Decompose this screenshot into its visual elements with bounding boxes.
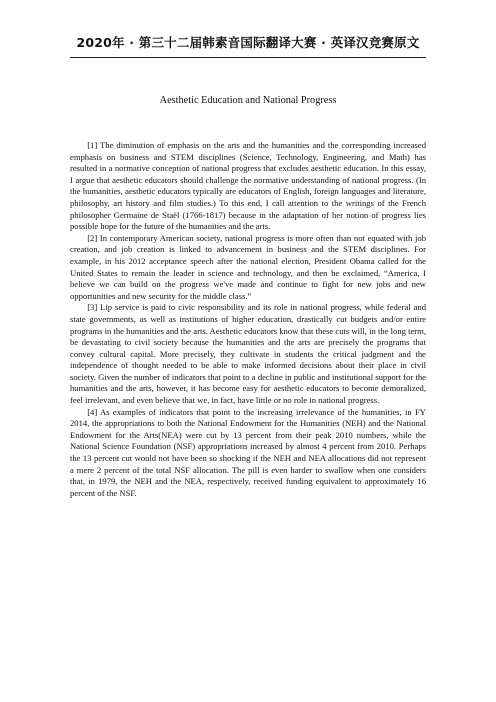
document-body <box>70 140 426 499</box>
header-rule <box>70 57 426 58</box>
paragraph-4: [4] As examples of indicators that point to the increasing irrelevance of the humanities, in FY 2014, the appropriations to both the National Endowment for the Humanities (NEH) and the National Endowment for the Arts(NEA) were cut by 13 percent from their peak 2010 numbers, while the National Science Foundation (NSF) appropriations increased by almost 4 percent from 2010. Perhaps the 13 percent cut would not have been so shocking if the NEH and NEA allocations did not represent a mere 2 percent of the total NSF allocation. The pill is even harder to swallow when one considers that, in 1979, the NEH and the NEA, respectively, received funding equivalent to approximately 16 percent of the NSF. <box>70 406 426 498</box>
paragraph-1: [1] The diminution of emphasis on the arts and the humanities and the corresponding increased emphasis on business and STEM disciplines (Science, Technology, Engineering, and Math) has resulted in a normative conception of national progress that excludes aesthetic education. In this essay, I argue that aesthetic educators should challenge the normative understanding of national progress. (In the humanities, aesthetic educators typically are educators of English, foreign languages and literature, philosophy, art history and film studies.) To this end, I call attention to the writings of the French philosopher Germaine de Staël (1766-1817) because in the adaptation of her notion of progress lies possible hope for the future of the humanities and the arts. <box>70 140 426 232</box>
paragraph-3: [3] Lip service is paid to civic responsibility and its role in national progress, while federal and state governments, as well as institutions of higher education, drastically cut budgets and/or entire programs in the humanities and the arts. Aesthetic educators know that these cuts will, in the long term, be devastating to civil society because the humanities and the arts are precisely the programs that convey cultural capital. More precisely, they cultivate in students the critical judgment and the independence of thought needed to be able to make informed decisions about their place in civil society. Given the number of indicators that point to a decline in public and institutional support for the humanities and the arts, however, it has become easy for aesthetic educators to become demoralized, feel irrelevant, and even believe that we, in fact, have little or no role in national progress. <box>70 302 426 406</box>
competition-header: 2020年 · 第三十二届韩素音国际翻译大赛 · 英译汉竞赛原文 <box>76 35 420 50</box>
document-title: Aesthetic Education and National Progress <box>159 95 337 106</box>
paragraph-2: [2] In contemporary American society, national progress is more often than not equated with job creation, and job creation is linked to advancement in business and the STEM disciplines. For example, in his 2012 acceptance speech after the national election, President Obama called for the United States to remain the leader in science and technology, and then he exclaimed, “America, I believe we can build on the progress we've made and continue to fight for new jobs and new opportunities and new security for the middle class.” <box>70 232 426 301</box>
